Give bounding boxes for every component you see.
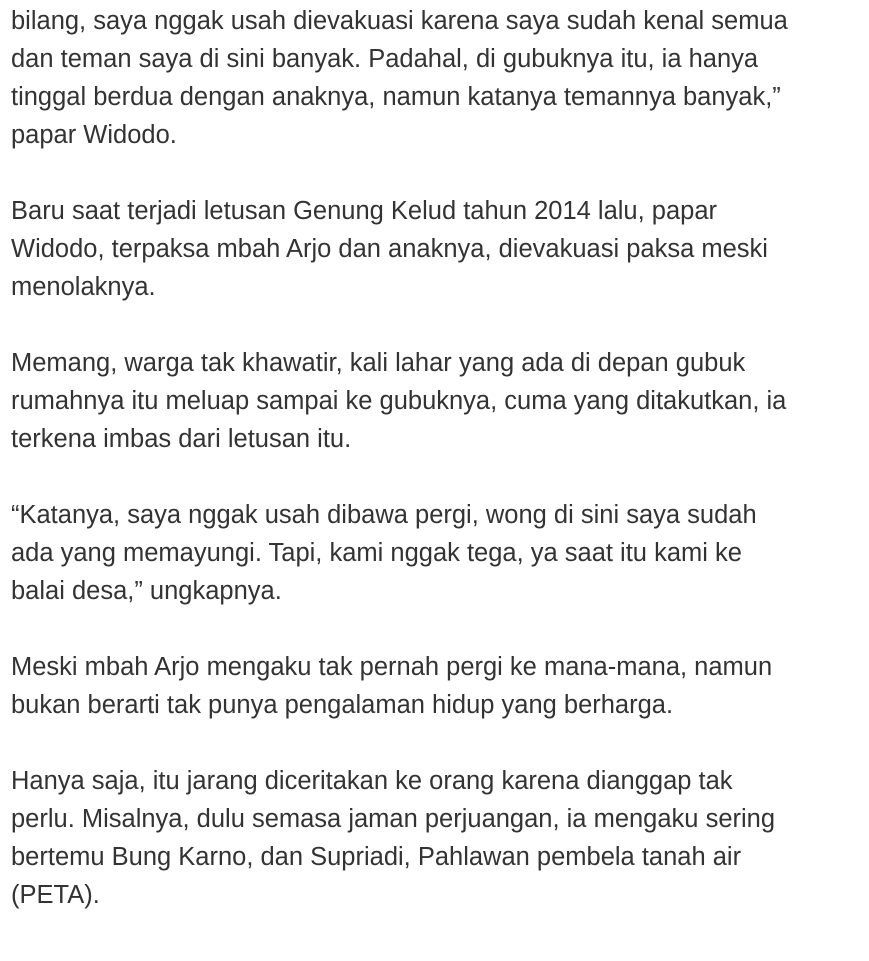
paragraph-line: (PETA).	[11, 881, 100, 909]
paragraph-line: bukan berarti tak punya pengalaman hidup yang berharga.	[11, 691, 674, 719]
paragraph-line: “Katanya, saya nggak usah dibawa pergi, wong di sini saya sudah	[11, 501, 757, 529]
paragraph-line: bertemu Bung Karno, dan Supriadi, Pahlawan pembela tanah air	[11, 843, 742, 871]
paragraph-4	[11, 496, 861, 610]
paragraph-line: dan teman saya di sini banyak. Padahal, di gubuknya itu, ia hanya	[11, 45, 759, 73]
paragraph-line: Hanya saja, itu jarang diceritakan ke orang karena dianggap tak	[11, 767, 733, 795]
paragraph-line: terkena imbas dari letusan itu.	[11, 425, 352, 453]
paragraph-line: Widodo, terpaksa mbah Arjo dan anaknya, dievakuasi paksa meski	[11, 235, 768, 263]
paragraph-line: balai desa,” ungkapnya.	[11, 577, 282, 605]
paragraph-line: rumahnya itu meluap sampai ke gubuknya, cuma yang ditakutkan, ia	[11, 387, 787, 415]
paragraph-line: ada yang memayungi. Tapi, kami nggak tega, ya saat itu kami ke	[11, 539, 742, 567]
paragraph-line: perlu. Misalnya, dulu semasa jaman perjuangan, ia mengaku sering	[11, 805, 776, 833]
paragraph-line: tinggal berdua dengan anaknya, namun katanya temannya banyak,”	[11, 83, 781, 111]
paragraph-line: Memang, warga tak khawatir, kali lahar yang ada di depan gubuk	[11, 349, 746, 377]
paragraph-5	[11, 648, 861, 724]
paragraph-line: papar Widodo.	[11, 121, 177, 149]
paragraph-line: Baru saat terjadi letusan Genung Kelud tahun 2014 lalu, papar	[11, 197, 718, 225]
paragraph-1	[11, 2, 861, 154]
article-body	[11, 2, 861, 952]
paragraph-6	[11, 762, 861, 914]
paragraph-3	[11, 344, 861, 458]
paragraph-line: Meski mbah Arjo mengaku tak pernah pergi ke mana-mana, namun	[11, 653, 773, 681]
paragraph-line: menolaknya.	[11, 273, 156, 301]
paragraph-line: bilang, saya nggak usah dievakuasi karena saya sudah kenal semua	[11, 7, 788, 35]
paragraph-2	[11, 192, 861, 306]
